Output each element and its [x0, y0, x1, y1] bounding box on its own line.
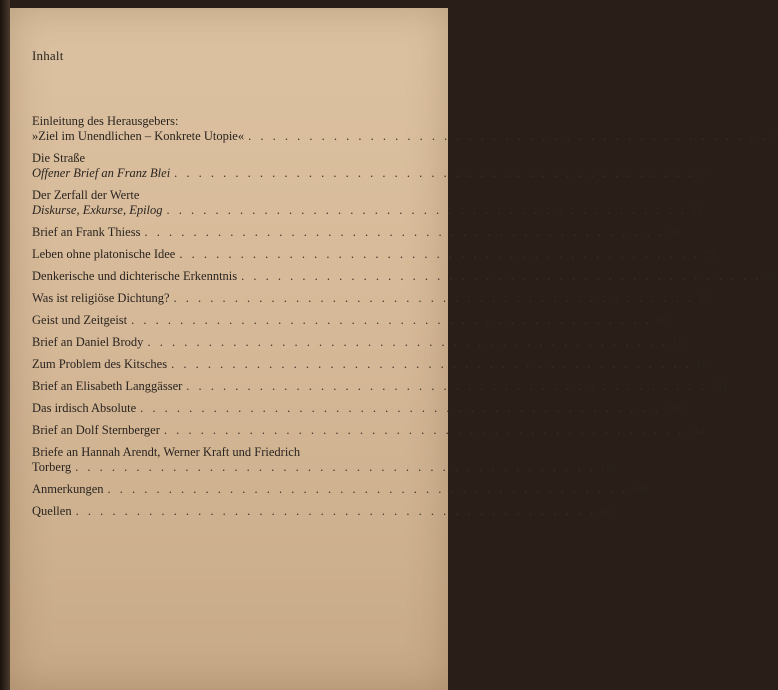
toc-entry-row: [32, 166, 710, 182]
toc-entry-title: Leben ohne platonische Idee: [32, 247, 176, 261]
toc-entry-title-line: Briefe an Hannah Arendt, Werner Kraft und Friedrich: [32, 445, 301, 459]
dot-leader: . . . . . . . . . . . . . . . . . . . . . . . . . . . . . . . . . . . . . . . . . . .: [131, 313, 652, 327]
toc-entry: [32, 445, 617, 476]
toc-entry: [32, 482, 649, 498]
toc-entry-row: [32, 247, 715, 263]
toc-entry-title: Brief an Elisabeth Langgässer: [32, 379, 183, 393]
toc-entry-row: [32, 225, 681, 241]
toc-entry: [32, 335, 689, 351]
toc-page-number: 163: [632, 484, 649, 496]
page-heading: Inhalt: [32, 48, 64, 63]
toc-page-number: 79: [765, 271, 777, 283]
toc-entry-title: Denkerische und dichterische Erkenntnis: [32, 269, 238, 283]
dot-leader: . . . . . . . . . . . . . . . . . . . . . . . . . . . . . . . . . . . . . . . . . . .: [75, 460, 596, 474]
toc-entry-title: Brief an Daniel Brody: [32, 335, 144, 349]
toc-entry: [32, 269, 777, 285]
toc-page-number: 31: [691, 205, 703, 217]
toc-entry-row: [32, 291, 710, 307]
toc-entry-row: [32, 203, 703, 219]
dot-leader: . . . . . . . . . . . . . . . . . . . . . . . . . . . . . . . . . . . . . . . . . . .: [186, 379, 707, 393]
table-of-contents: [32, 114, 778, 526]
toc-entry-row: [32, 482, 649, 498]
dot-leader: . . . . . . . . . . . . . . . . . . . . . . . . . . . . . . . . . . . . . . . . . . .: [166, 203, 688, 217]
toc-page-number: 159: [599, 462, 617, 474]
toc-page-number: 27: [698, 168, 710, 180]
toc-entry-title: Brief an Dolf Sternberger: [32, 423, 160, 437]
toc-entry: [32, 379, 728, 395]
dot-leader: . . . . . . . . . . . . . . . . . . . . . . . . . . . . . . . . . . . . . . . . . . .: [171, 357, 692, 371]
toc-page-number: 90: [655, 315, 667, 327]
toc-entry-row: [32, 313, 667, 329]
toc-entry-row: [32, 423, 705, 439]
dot-leader: . . . . . . . . . . . . . . . . . . . . . . . . . . . . . . . . . . . . . . . . . . .: [107, 482, 629, 496]
dot-leader: . . . . . . . . . . . . . . . . . . . . . . . . . . . . . . . . . . . . . . . . . . .: [248, 129, 769, 143]
book-spine-shadow: [0, 0, 10, 690]
toc-entry-title-line: Der Zerfall der Werte: [32, 188, 140, 202]
dot-leader: . . . . . . . . . . . . . . . . . . . . . . . . . . . . . . . . . . . . . . . . . . .: [241, 269, 762, 283]
toc-entry-row: [32, 379, 728, 395]
toc-entry-title: Anmerkungen: [32, 482, 104, 496]
toc-entry-row: [32, 269, 777, 285]
dot-leader: . . . . . . . . . . . . . . . . . . . . . . . . . . . . . . . . . . . . . . . . . . .: [174, 166, 695, 180]
toc-entry: [32, 247, 715, 263]
toc-page-number: 117: [695, 359, 712, 371]
toc-entry: [32, 504, 617, 520]
toc-entry: [32, 291, 710, 307]
toc-entry-row: [32, 460, 617, 476]
toc-page-number: 7: [772, 131, 778, 143]
toc-entry-title: Was ist religiöse Dichtung?: [32, 291, 170, 305]
toc-page-number: 85: [698, 293, 710, 305]
dot-leader: . . . . . . . . . . . . . . . . . . . . . . . . . . . . . . . . . . . . . . . . . . .: [144, 225, 666, 239]
toc-entry-title: Das irdisch Absolute: [32, 401, 137, 415]
dot-leader: . . . . . . . . . . . . . . . . . . . . . . . . . . . . . . . . . . . . . . . . . . .: [140, 401, 661, 415]
toc-entry-title: Diskurse, Exkurse, Epilog: [32, 203, 163, 217]
toc-page-number: 167: [600, 506, 617, 518]
toc-entry-title: Geist und Zeitgeist: [32, 313, 128, 327]
toc-entry: [32, 188, 703, 219]
dot-leader: . . . . . . . . . . . . . . . . . . . . . . . . . . . . . . . . . . . . . . . . . . .: [163, 423, 685, 437]
dot-leader: . . . . . . . . . . . . . . . . . . . . . . . . . . . . . . . . . . . . . . . . . . .: [147, 335, 669, 349]
toc-entry-title-line: Einleitung des Herausgebers:: [32, 114, 179, 128]
toc-entry: [32, 423, 705, 439]
toc-entry: [32, 357, 712, 373]
toc-entry-row: [32, 401, 682, 417]
toc-entry: [32, 114, 778, 145]
toc-entry-row: [32, 129, 778, 145]
toc-entry: [32, 225, 681, 241]
book-page: [10, 8, 778, 690]
toc-page-number: 69: [669, 227, 681, 239]
toc-entry-title: Quellen: [32, 504, 72, 518]
toc-page-number: 154: [688, 425, 705, 437]
toc-page-number: 133: [710, 381, 728, 393]
toc-page-number: 139: [664, 403, 682, 415]
toc-entry-title: Zum Problem des Kitsches: [32, 357, 168, 371]
toc-entry: [32, 313, 667, 329]
dot-leader: . . . . . . . . . . . . . . . . . . . . . . . . . . . . . . . . . . . . . . . . . . .: [179, 247, 700, 261]
toc-entry-title-line: Die Straße: [32, 151, 86, 165]
toc-entry-row: [32, 504, 617, 520]
toc-page-number: 72: [703, 249, 715, 261]
toc-page-number: 113: [672, 337, 689, 349]
toc-entry-title: »Ziel im Unendlichen – Konkrete Utopie«: [32, 129, 245, 143]
toc-entry-row: [32, 357, 712, 373]
toc-entry: [32, 401, 682, 417]
toc-entry-title: Brief an Frank Thiess: [32, 225, 141, 239]
toc-entry: [32, 151, 710, 182]
toc-entry-title: Torberg: [32, 460, 72, 474]
toc-entry-row: [32, 335, 689, 351]
dot-leader: . . . . . . . . . . . . . . . . . . . . . . . . . . . . . . . . . . . . . . . . . . .: [173, 291, 695, 305]
toc-entry-title: Offener Brief an Franz Blei: [32, 166, 171, 180]
dot-leader: . . . . . . . . . . . . . . . . . . . . . . . . . . . . . . . . . . . . . . . . . . .: [75, 504, 597, 518]
